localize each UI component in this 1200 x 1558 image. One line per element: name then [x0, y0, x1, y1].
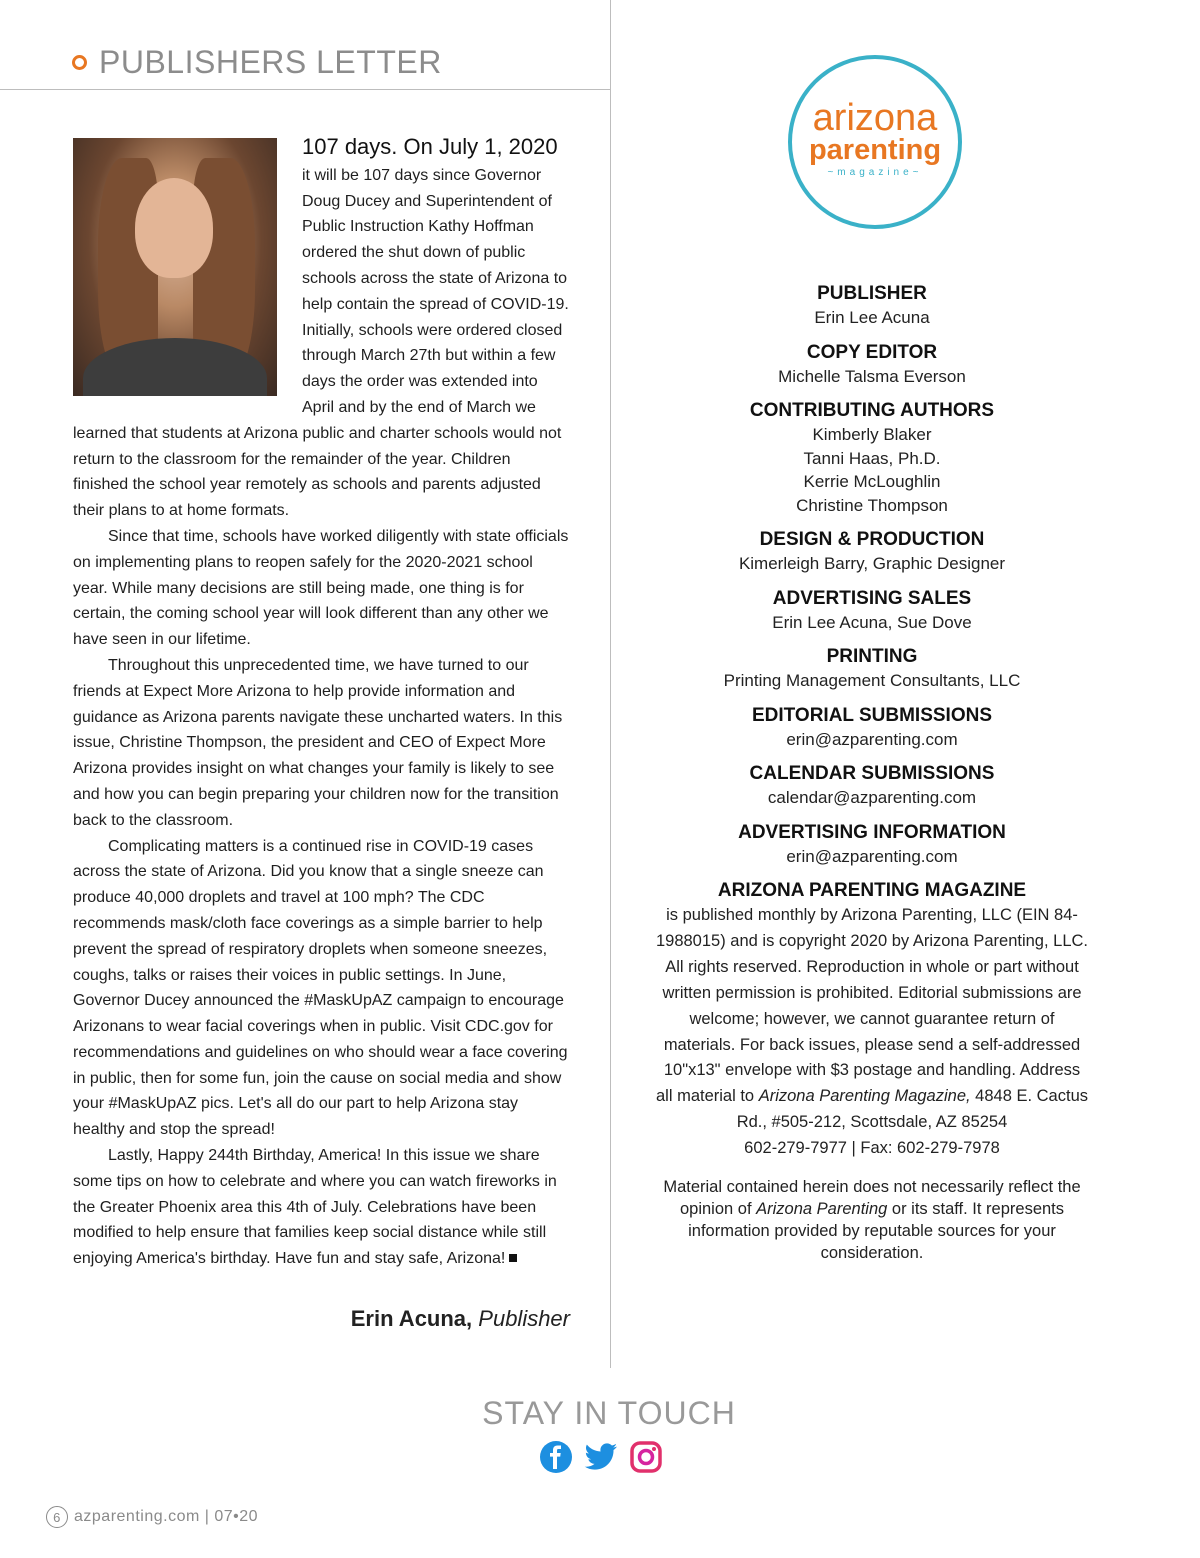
masthead-name: Kimberly Blaker	[812, 425, 932, 444]
letter-paragraph-3: Throughout this unprecedented time, we have turned to our friends at Expect More Arizona to help provide information and guidance as Arizona parents navigate these uncharted waters. In this issue, Christine Thompson, the president and CEO of Expect More Arizona provides insight on what changes your family is likely to see and how you can begin preparing your children now for the transition back to the classroom.	[73, 656, 563, 829]
page-number: 6	[46, 1506, 68, 1528]
masthead-name: Erin Lee Acuna	[814, 308, 930, 327]
statement-italic: Arizona Parenting Magazine,	[758, 1087, 971, 1106]
masthead-block	[655, 341, 1089, 389]
instagram-icon[interactable]	[629, 1440, 663, 1474]
masthead-name: Kimerleigh Barry, Graphic Designer	[738, 554, 1006, 573]
masthead-title: COPY EDITOR	[806, 341, 938, 363]
masthead-title: PUBLISHER	[817, 283, 927, 304]
letter-paragraph-5	[73, 1143, 570, 1272]
masthead-name: Tanni Haas, Ph.D.	[803, 448, 941, 468]
masthead-block	[655, 587, 1089, 635]
masthead-title: CALENDAR SUBMISSIONS	[749, 763, 995, 784]
masthead-title: CONTRIBUTING AUTHORS	[749, 400, 995, 421]
letter-p1-text: it will be 107 days since Governor Doug Ducey and Superintendent of Public Instruction Kathy Hoffman ordered the shut down of public schools across the state of Arizona to help contain the spread of COVID-19. Initially, schools were ordered closed through March 27th but within a few days the order was extended into April and by the end of March we learned that students at Arizona public and charter schools would not return to the classroom for the remainder of the year. Children finished the school year remotely as schools and parents adjusted their plans to at home formats.	[73, 166, 569, 520]
signature-name: Erin Acuna,	[350, 1306, 473, 1331]
letter-lead: 107 days. On July 1, 2020	[302, 134, 558, 159]
stay-in-touch-title: STAY IN TOUCH	[482, 1395, 736, 1431]
masthead-block	[655, 282, 1089, 330]
masthead-block	[655, 528, 1089, 576]
social-icons	[539, 1440, 663, 1474]
column-divider	[610, 0, 611, 1368]
disclaimer-part-b: or its staff. It represents information provided by reputable sources for your consideration.	[688, 1200, 1065, 1263]
masthead-name: Printing Management Consultants, LLC	[723, 671, 1021, 690]
section-header	[72, 44, 442, 81]
masthead-title: ADVERTISING INFORMATION	[738, 821, 1006, 843]
letter-paragraph-2: Since that time, schools have worked diligently with state officials on implementing plans to reopen safely for the 2020-2021 school year. While many decisions are still being made, one thing is for certain, the coming school year will look different than any other we have seen in our lifetime.	[73, 527, 569, 649]
masthead-name[interactable]: erin@azparenting.com	[786, 846, 958, 866]
masthead-name: Kerrie McLoughlin	[803, 472, 941, 491]
statement-part-b: 4848 E. Cactus Rd., #505-212, Scottsdale, AZ 85254	[736, 1087, 1088, 1132]
masthead-name[interactable]: calendar@azparenting.com	[767, 788, 977, 807]
header-rule	[0, 89, 611, 90]
masthead-title: PRINTING	[826, 646, 918, 667]
masthead-name[interactable]: erin@azparenting.com	[786, 729, 958, 749]
masthead-block	[655, 762, 1089, 810]
letter-p5-text: Lastly, Happy 244th Birthday, America! In this issue we share some tips on how to celebrate and where you can watch fireworks in the Greater Phoenix area this 4th of July. Celebrations have been modified to help ensure that families keep social distance while still enjoying America's birthday. Have fun and stay safe, Arizona!	[73, 1147, 557, 1268]
signature	[351, 1306, 570, 1332]
masthead-name: Erin Lee Acuna, Sue Dove	[772, 612, 972, 632]
page-footer	[46, 1506, 258, 1528]
masthead-name: Christine Thompson	[796, 495, 948, 515]
masthead-block	[655, 821, 1089, 869]
twitter-icon[interactable]	[583, 1440, 619, 1474]
disclaimer-part-a: Material contained herein does not necessarily reflect the opinion of	[663, 1178, 1081, 1219]
statement-part-a: is published monthly by Arizona Parenting, LLC (EIN 84-1988015) and is copyright 2020 by Arizona Parenting, LLC. All rights reserved. Reproduction in whole or part without written permission is prohibited. Editorial submissions are welcome; however, we cannot guarantee return of materials. For back issues, please send a self-addressed 10"x13" envelope with $3 postage and handling. Address all material to	[655, 906, 1089, 1106]
publisher-letter	[73, 133, 570, 1272]
section-title: PUBLISHERS LETTER	[99, 44, 442, 80]
publisher-photo	[73, 138, 277, 396]
letter-paragraph-4: Complicating matters is a continued rise in COVID-19 cases across the state of Arizona. Did you know that a single sneeze can produce 40,000 droplets and travel at 100 mph? The CDC recommends mask/cloth face coverings as a simple barrier to help prevent the spread of respiratory droplets when someone sneezes, coughs, talks or raises their voices in public settings. In June, Governor Ducey announced the #MaskUpAZ campaign to encourage Arizonans to wear facial coverings when in public. Visit CDC.gov for recommendations and guidelines on who should wear a face covering in public, then for some fun, join the cause on social media and show your #MaskUpAZ pics. Let's all do our part to help Arizona stay healthy and stop the spread!	[73, 837, 568, 1139]
bullet-circle-icon	[72, 55, 87, 70]
masthead-block	[655, 645, 1089, 693]
footer-text: azparenting.com | 07•20	[74, 1508, 259, 1525]
statement-phone: 602-279-7977 | Fax: 602-279-7978	[744, 1139, 1000, 1158]
end-mark-icon	[509, 1254, 517, 1262]
masthead-title: DESIGN & PRODUCTION	[759, 529, 985, 550]
masthead	[655, 282, 1089, 1264]
disclaimer	[655, 1176, 1089, 1264]
signature-role: Publisher	[478, 1306, 570, 1331]
arizona-parenting-logo	[788, 55, 962, 229]
logo-word-parenting: parenting	[808, 133, 942, 166]
disclaimer-italic: Arizona Parenting	[756, 1200, 888, 1219]
masthead-title: ADVERTISING SALES	[772, 587, 972, 609]
magazine-statement	[655, 903, 1089, 1162]
masthead-name: Michelle Talsma Everson	[778, 366, 966, 386]
masthead-title: EDITORIAL SUBMISSIONS	[752, 704, 992, 726]
masthead-block	[655, 704, 1089, 752]
facebook-icon[interactable]	[539, 1440, 573, 1474]
masthead-list	[655, 282, 1089, 868]
masthead-block	[655, 399, 1089, 517]
logo-word-magazine: ~magazine~	[827, 166, 923, 178]
logo-word-arizona: arizona	[812, 96, 938, 139]
magazine-title: ARIZONA PARENTING MAGAZINE	[717, 880, 1027, 901]
